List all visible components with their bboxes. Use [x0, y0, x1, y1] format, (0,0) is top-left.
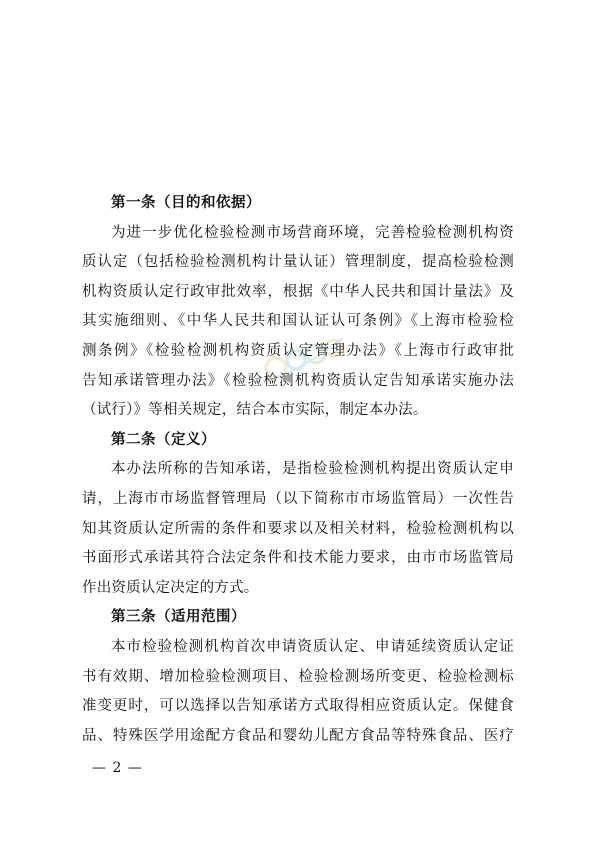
article-3-paragraph: [82, 633, 514, 751]
article-1-heading: 第一条（目的和依据）: [111, 195, 261, 211]
text-line: 其实施细则、《中华人民共和国认证认可条例》《上海市检验检: [82, 313, 514, 330]
article-3: [82, 603, 514, 751]
text-line: 告知承诺管理办法》《检验检测机构资质认定告知承诺实施办法: [82, 372, 514, 389]
text-line: （试行）》等相关规定，结合本市实际，制定本办法。: [82, 402, 428, 419]
article-2-heading: 第二条（定义）: [111, 431, 216, 448]
text-line: 准变更时，可以选择以告知承诺方式取得相应资质认定。保健食: [82, 698, 514, 715]
text-line: 机构资质认定行政审批效率，根据《中华人民共和国计量法》及: [82, 283, 514, 300]
text-line: 请，上海市市场监督管理局（以下简称市市场监管局）一次性告: [82, 490, 514, 507]
text-line: 品、特殊医学用途配方食品和婴幼儿配方食品等特殊食品、医疗: [82, 727, 514, 744]
text-line: 本办法所称的告知承诺，是指检验检测机构提出资质认定申: [111, 461, 514, 478]
article-1: [82, 189, 514, 426]
article-2-paragraph: [82, 455, 514, 603]
text-line: 本市检验检测机构首次申请资质认定、申请延续资质认定证: [111, 638, 514, 655]
text-line: 测条例》《检验检测机构资质认定管理办法》《上海市行政审批: [82, 342, 514, 359]
text-line: 质认定（包括检验检测机构计量认证）管理制度，提高检验检测: [82, 254, 514, 271]
text-line: 知其资质认定所需的条件和要求以及相关材料，检验检测机构以: [82, 520, 514, 537]
article-3-heading: 第三条（适用范围）: [111, 609, 246, 626]
text-line: 作出资质认定决定的方式。: [82, 579, 259, 596]
document-body: [82, 189, 514, 751]
text-line: 书有效期、增加检验检测项目、检验检测场所变更、检验检测标: [82, 668, 514, 685]
page-number: — 2 —: [92, 760, 143, 776]
article-1-paragraph: [82, 219, 514, 426]
text-line: 为进一步优化检验检测市场营商环境，完善检验检测机构资: [111, 224, 514, 241]
text-line: 书面形式承诺其符合法定条件和技术能力要求，由市市场监管局: [82, 550, 514, 567]
article-2: [82, 426, 514, 604]
